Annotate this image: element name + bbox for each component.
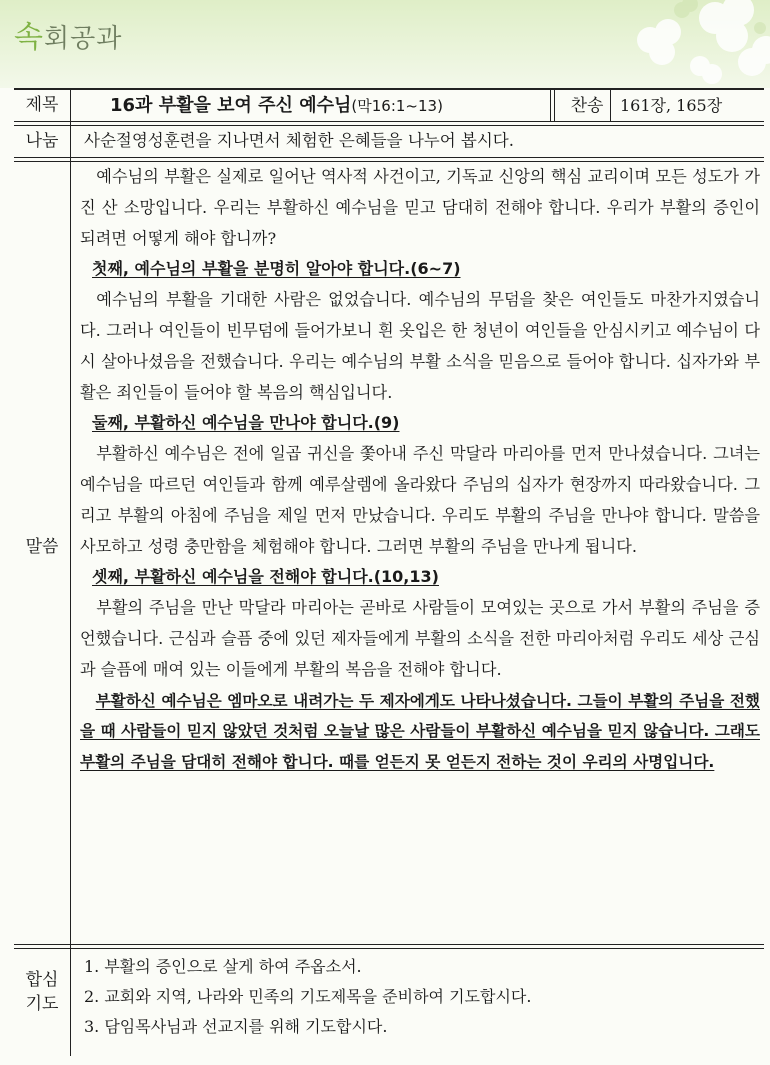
sermon-body — [76, 162, 760, 948]
hymn-numbers: 161장, 165장 — [620, 96, 723, 115]
prayer-item: 3. 담임목사님과 선교지를 위해 기도합시다. — [84, 1017, 388, 1036]
lesson-title — [86, 91, 554, 121]
table-top-border — [14, 88, 764, 90]
sermon-body-2: 부활하신 예수님은 전에 일곱 귀신을 쫓아내 주신 막달라 마리아를 먼저 만나셨습니다. 그녀는 예수님을 따르던 여인들과 함께 예루살렘에 올라왔다 주님의 십자가 현장까지 따라왔습니다. 그리고 부활의 아침에 주님을 제일 먼저 만났습니다. 우리도 부활의 주님을 만나야 합니다. 말씀을 사모하고 성령 충만함을 체험해야 합니다. 그러면 부활의 주님을 만나게 됩니다. — [80, 444, 760, 556]
share-text: 사순절영성훈련을 지나면서 체험한 은혜들을 나누어 봅시다. — [84, 131, 514, 150]
hymn-label: 찬송 — [570, 96, 604, 116]
label-column-border — [70, 88, 71, 1056]
hymn-divider — [554, 88, 555, 121]
prayer-label-line-1: 합심 — [25, 970, 59, 990]
prayer-item: 1. 부활의 증인으로 살게 하여 주옵소서. — [84, 957, 362, 976]
header-band — [0, 0, 770, 88]
sermon-point-2: 둘째, 부활하신 예수님을 만나야 합니다.(9) — [92, 413, 400, 433]
brand-rest: 회공과 — [43, 24, 123, 54]
sermon-point-3: 셋째, 부활하신 예수님을 전해야 합니다.(10,13) — [92, 567, 439, 587]
section-brand — [14, 12, 122, 56]
sermon-body-1: 예수님의 부활을 기대한 사람은 없었습니다. 예수님의 무덤을 찾은 여인들도 마찬가지였습니다. 그러나 여인들이 빈무덤에 들어가보니 흰 옷입은 한 청년이 여인들을 안심시키고 예수님이 다시 살아나셨음을 전했습니다. 우리는 예수님의 부활 소식을 믿음으로 들어야 합니다. 십자가와 부활은 죄인들이 들어야 할 복음의 핵심입니다. — [80, 290, 760, 402]
prayer-label-line-2: 기도 — [25, 994, 59, 1014]
sermon-point-1: 첫째, 예수님의 부활을 분명히 알아야 합니다.(6~7) — [92, 259, 461, 279]
sermon-body-3: 부활의 주님을 만난 막달라 마리아는 곧바로 사람들이 모여있는 곳으로 가서 부활의 주님을 증언했습니다. 근심과 슬픔 중에 있던 제자들에게 부활의 소식을 전한 마리아처럼 우리도 세상 근심과 슬픔에 매여 있는 이들에게 부활의 복음을 전해야 합니다. — [80, 598, 760, 679]
sermon-closing: 부활하신 예수님은 엠마오로 내려가는 두 제자에게도 나타나셨습니다. 그들이 부활의 주님을 전했을 때 사람들이 믿지 않았던 것처럼 오늘날 많은 사람들이 부활하신 예수님을 믿지 않습니다. 그래도 부활의 주님을 담대히 전해야 합니다. 때를 얻든지 못 얻든지 전하는 것이 우리의 사명입니다. — [80, 691, 760, 772]
title-label: 제목 — [25, 95, 59, 115]
share-label: 나눔 — [25, 131, 59, 151]
clover-decoration-icon — [620, 0, 770, 88]
lesson-table — [14, 88, 764, 1056]
word-label: 말씀 — [25, 537, 59, 557]
row-divider — [14, 121, 764, 122]
row-divider — [14, 948, 764, 949]
prayer-label — [14, 968, 70, 1016]
sermon-intro: 예수님의 부활은 실제로 일어난 역사적 사건이고, 기독교 신앙의 핵심 교리이며 모든 성도가 가진 산 소망입니다. 우리는 부활하신 예수님을 믿고 담대히 전해야 합니다. 우리가 부활의 증인이 되려면 어떻게 해야 합니까? — [80, 167, 760, 248]
prayer-list — [76, 952, 768, 1042]
prayer-item: 2. 교회와 지역, 나라와 민족의 기도제목을 준비하여 기도합시다. — [84, 987, 532, 1006]
brand-first-char: 속 — [14, 20, 44, 55]
row-divider — [14, 157, 764, 158]
lesson-title-text: 16과 부활을 보여 주신 예수님 — [110, 95, 352, 116]
scripture-ref: (막16:1~13) — [351, 97, 443, 115]
